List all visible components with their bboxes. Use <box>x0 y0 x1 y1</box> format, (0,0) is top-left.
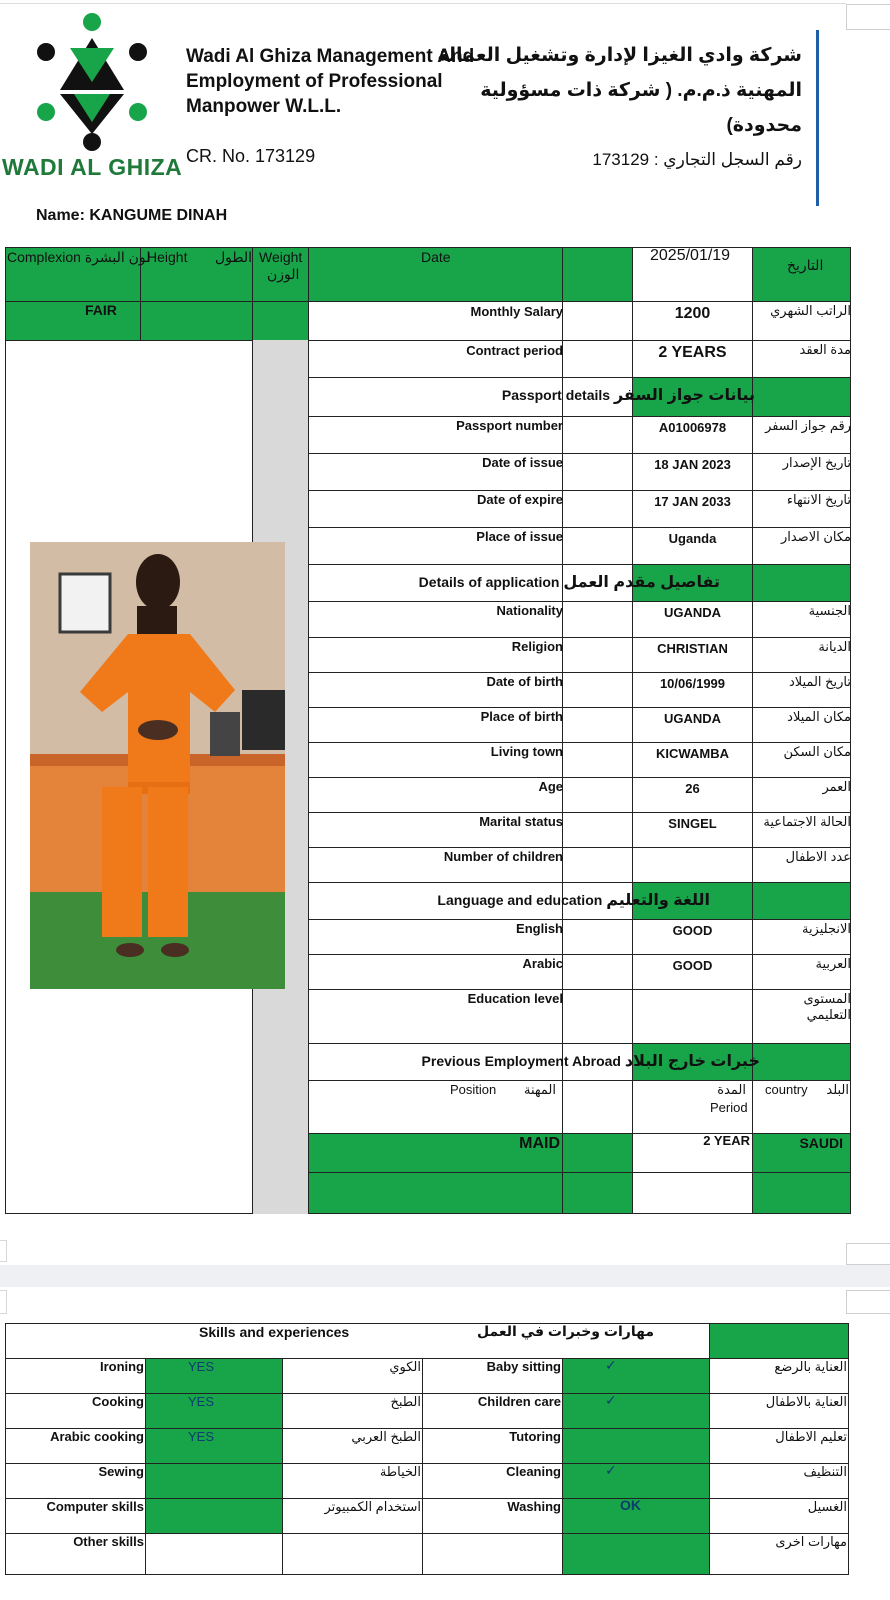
cr-number-en: CR. No. 173129 <box>186 146 316 166</box>
complexion-value: FAIR <box>85 302 117 318</box>
row-label-ar: المستوى التعليمي <box>803 991 851 1022</box>
skill-label: Children care <box>477 1394 561 1409</box>
skill-label: Washing <box>507 1499 561 1514</box>
complexion-label: Complexion لون البشرة <box>7 249 151 265</box>
row-label-ar: تاريخ الميلاد <box>788 674 851 689</box>
skill-label-ar: الغسيل <box>807 1499 847 1514</box>
page-edge-mark-right <box>846 1243 890 1265</box>
skill-value: YES <box>188 1394 215 1409</box>
date-label-ar: التاريخ <box>787 257 824 273</box>
row-value: 2 YEARS <box>658 344 727 361</box>
date-value: 2025/01/19 <box>650 247 731 264</box>
row-label-ar: الراتب الشهري <box>770 303 851 318</box>
skill-label: Cleaning <box>506 1464 561 1479</box>
row-label-ar: مكان الاصدار <box>780 529 851 544</box>
row-label-ar: مكان السكن <box>783 744 851 759</box>
section-heading-previous <box>422 1051 760 1071</box>
weight-label: Weight <box>259 249 303 265</box>
header-accent-bar <box>816 30 819 206</box>
row-value: CHRISTIAN <box>657 641 728 656</box>
section-heading-passport <box>502 385 755 405</box>
row-label: Date of expire <box>477 492 563 507</box>
row-label: Place of issue <box>476 529 563 544</box>
page-top-border <box>0 3 846 4</box>
skills-cell <box>282 1533 423 1575</box>
row-label: Date of issue <box>482 455 563 470</box>
skill-label: Computer skills <box>46 1499 144 1514</box>
row-label-ar: الحالة الاجتماعية <box>763 814 851 829</box>
company-logo <box>30 10 155 155</box>
date-label: Date <box>421 249 451 265</box>
skill-label-ar: الخياطة <box>379 1464 421 1479</box>
cr-number-ar: رقم السجل التجاري : 173129 <box>592 150 802 169</box>
row-label-ar: الجنسية <box>808 603 851 618</box>
row-label-ar: العمر <box>822 779 851 794</box>
row-value: 10/06/1999 <box>659 676 726 691</box>
prev-position-label: Position <box>450 1082 497 1097</box>
row-label-ar: الانجليزية <box>801 921 851 936</box>
row-label-ar: مكان الميلاد <box>787 709 851 724</box>
prev-period-label: Period <box>710 1100 748 1115</box>
skill-label: Other skills <box>73 1534 144 1549</box>
section-heading-en: Previous Employment Abroad <box>421 1053 625 1069</box>
row-value: 17 JAN 2033 <box>654 494 731 509</box>
company-name-ar-line3: محدودة) <box>726 115 802 136</box>
page-edge-mark-left <box>0 1240 7 1262</box>
skill-label: Sewing <box>98 1464 144 1479</box>
skill-label-ar: الطبخ العربي <box>351 1429 421 1444</box>
cv-table <box>5 247 851 1215</box>
skill-label-ar: استخدام الكمبيوتر <box>324 1499 421 1514</box>
row-label-ar: تاريخ الإصدار <box>782 455 851 470</box>
skill-label-ar: العناية بالاطفال <box>765 1394 847 1409</box>
logo-wordmark: WADI AL GHIZA <box>2 154 183 180</box>
row-label-ar: رقم جواز السفر <box>765 418 851 433</box>
skill-label-ar: الكوي <box>389 1359 421 1374</box>
skills-title-ar: مهارات وخبرات في العمل <box>476 1323 654 1339</box>
skill-label: Tutoring <box>509 1429 561 1444</box>
skills-cell <box>562 1428 710 1464</box>
section-heading-ar: بيانات جواز السفر <box>613 387 755 404</box>
skills-cell <box>562 1393 710 1429</box>
skills-cell <box>145 1463 283 1499</box>
row-value: SINGEL <box>668 816 717 831</box>
prev-position-label-ar: المهنة <box>524 1082 556 1097</box>
skill-value: OK <box>620 1497 641 1513</box>
row-label: English <box>516 921 563 936</box>
company-name-en-line2: Employment of Professional <box>186 71 443 92</box>
skill-label-ar: التنظيف <box>803 1464 847 1479</box>
height-label-ar: الطول <box>215 249 253 265</box>
skill-value: ✓ <box>605 1462 617 1478</box>
company-name-ar-line2: المهنية ذ.م.م. ( شركة ذات مسؤولية <box>480 80 802 101</box>
skill-label-ar: العناية بالرضع <box>774 1359 847 1374</box>
prev-country-label-ar: البلد <box>826 1082 849 1097</box>
row-label-ar: عدد الاطفال <box>785 849 851 864</box>
candidate-name: Name: KANGUME DINAH <box>36 207 228 224</box>
row-label: Contract period <box>466 343 563 358</box>
row-label-ar: تاريخ الانتهاء <box>786 492 851 507</box>
skill-value: ✓ <box>605 1392 617 1408</box>
page-gap <box>0 1265 890 1287</box>
row-label-ar: الديانة <box>818 639 851 654</box>
section-heading-language <box>437 890 710 910</box>
skills-cell <box>145 1533 283 1575</box>
skill-value: YES <box>188 1429 215 1444</box>
prev-country-value: SAUDI <box>799 1135 843 1151</box>
row-label: Age <box>538 779 563 794</box>
section-heading-ar: تفاصيل مقدم العمل <box>563 574 720 591</box>
candidate-photo <box>30 542 285 989</box>
row-value: GOOD <box>672 958 713 973</box>
prev-country-label: country <box>765 1082 808 1097</box>
skill-label-ar: الطبخ <box>390 1394 421 1409</box>
prev-position-value: MAID <box>519 1135 560 1152</box>
company-name-en-line1: Wadi Al Ghiza Management And <box>186 46 475 67</box>
row-value: 26 <box>685 781 700 796</box>
row-label: Living town <box>490 744 563 759</box>
skill-label-ar: مهارات اخرى <box>775 1534 847 1549</box>
section-heading-en: Passport details <box>501 387 614 403</box>
row-value: KICWAMBA <box>656 746 729 761</box>
row-value: 18 JAN 2023 <box>654 457 731 472</box>
page-edge-mark-left-2 <box>0 1290 7 1314</box>
section-heading-ar: اللغة والتعليم <box>606 892 710 909</box>
row-label: Arabic <box>522 956 563 971</box>
skill-label-ar: تعليم الاطفال <box>775 1429 847 1444</box>
skill-label: Baby sitting <box>486 1359 561 1374</box>
skill-label: Ironing <box>99 1359 144 1374</box>
row-label: Number of children <box>443 849 563 864</box>
skills-table <box>5 1323 849 1600</box>
page-edge-mark <box>846 4 890 30</box>
skill-value: YES <box>188 1359 215 1374</box>
row-value: UGANDA <box>663 711 722 726</box>
skill-label: Cooking <box>92 1394 144 1409</box>
section-heading-ar: خبرات خارج البلاد <box>624 1053 760 1070</box>
section-heading-application <box>419 572 720 592</box>
skills-cell <box>422 1533 563 1575</box>
skills-title-en: Skills and experiences <box>199 1324 350 1340</box>
row-label-ar: مدة العقد <box>799 342 851 357</box>
row-label: Religion <box>511 639 563 654</box>
row-value: UGANDA <box>663 605 722 620</box>
section-heading-en: Language and education <box>437 892 607 908</box>
row-label: Place of birth <box>480 709 563 724</box>
page-edge-mark-right-2 <box>846 1290 890 1314</box>
skills-cell <box>562 1463 710 1499</box>
company-name-en-line3: Manpower W.L.L. <box>186 96 342 117</box>
row-value: 1200 <box>674 305 711 322</box>
skills-cell <box>145 1498 283 1534</box>
row-value: A01006978 <box>658 420 727 435</box>
skills-cell <box>562 1358 710 1394</box>
row-label: Nationality <box>496 603 563 618</box>
row-label: Passport number <box>456 418 563 433</box>
row-label: Monthly Salary <box>470 304 563 319</box>
weight-label-ar: الوزن <box>267 266 300 282</box>
row-label: Date of birth <box>486 674 563 689</box>
row-label-ar: العربية <box>815 956 851 971</box>
skill-value: ✓ <box>605 1357 617 1373</box>
section-heading-en: Details of application <box>418 574 564 590</box>
height-label: Height <box>147 249 188 265</box>
skill-label: Arabic cooking <box>50 1429 144 1444</box>
prev-period-label-ar: المدة <box>717 1082 746 1097</box>
row-label: Marital status <box>479 814 563 829</box>
prev-period-value: 2 YEAR <box>703 1133 750 1148</box>
row-label: Education level <box>467 991 563 1006</box>
row-value: GOOD <box>672 923 713 938</box>
skills-cell <box>562 1533 710 1575</box>
row-value: Uganda <box>668 531 717 546</box>
company-name-ar-line1: شركة وادي الغيزا لإدارة وتشغيل العمالة <box>437 45 802 66</box>
